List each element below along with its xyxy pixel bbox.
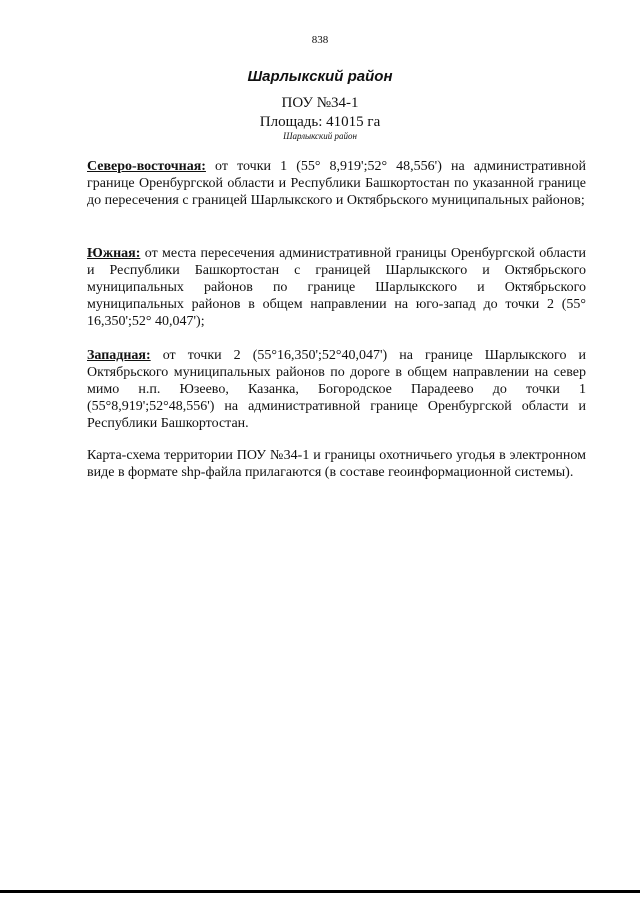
boundary-south-text: от места пересечения административной границы Оренбургской области и Республики Башкортостан с границей Шарлыкского и Октябрьского муниципальных районов по границе Шарлыкского и Октябрьского муниципальных районов в общем направлении на юго-запад до точки 2 (55° 16,350';52° 40,047'); [87, 246, 586, 329]
district-subtitle: Шарлыкский район [283, 131, 357, 141]
page-number: 838 [311, 34, 329, 46]
boundary-south-paragraph [87, 245, 586, 330]
boundary-northeast-label: Северо-восточная: [87, 159, 206, 174]
boundary-west-label: Западная: [87, 348, 151, 363]
boundary-northeast-text: от точки 1 (55° 8,919';52° 48,556') на административной границе Оренбургской области и Республики Башкортостан по указанной границе до пересечения с границей Шарлыкского и Октябрьского муниципальных районов; [87, 159, 586, 208]
pou-number: ПОУ №34-1 [281, 95, 359, 111]
boundary-northeast-paragraph [87, 158, 586, 209]
area-line: Площадь: 41015 га [259, 114, 381, 130]
district-title: Шарлыкский район [247, 68, 393, 85]
bottom-rule [0, 890, 640, 893]
boundary-south-label: Южная: [87, 246, 141, 261]
map-note-paragraph: Карта-схема территории ПОУ №34-1 и границы охотничьего угодья в электронном виде в формате shp-файла прилагаются (в составе геоинформационной системы). [87, 448, 586, 480]
boundary-west-paragraph [87, 347, 586, 432]
boundary-west-text: от точки 2 (55°16,350';52°40,047') на границе Шарлыкского и Октябрьского муниципальных районов по дороге в общем направлении на север мимо н.п. Юзеево, Казанка, Богородское Парадеево до точки 1 (55°8,919';52°48,556') на административной границе Оренбургской области и Республики Башкортостан. [87, 348, 586, 431]
